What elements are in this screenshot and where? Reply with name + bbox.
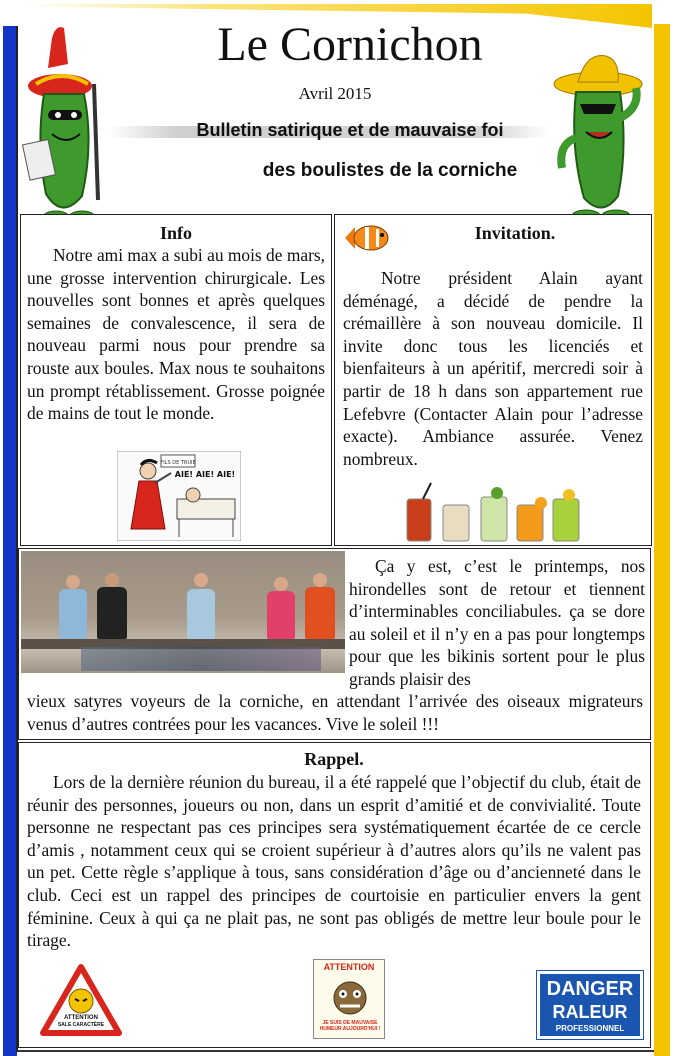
sticker-left-line-1: ATTENTION — [64, 1015, 98, 1021]
cartoon-sign-text: FILS DE TRUIE — [160, 460, 196, 466]
spring-article — [18, 548, 651, 740]
rappel-article — [18, 742, 651, 1048]
bottom-frame-line — [18, 1050, 654, 1052]
invitation-body: Notre président Alain ayant déménagé, a décidé de pendre la crémaillère à son nouveau domicile. Il invite donc tous les licenciés et bienfaiteurs à un apéritif, mercredi soir à partir de 18 h dans son appartement rue Lefebvre (Contacter Alain pour l’adresse exacte). Ambiance assurée. Venez nombreux. — [343, 268, 643, 469]
invitation-article — [334, 214, 652, 546]
cartoon-speech-text: AIE! AIE! AIE! — [174, 470, 236, 479]
pickle-mascot-right-illustration — [550, 48, 650, 234]
sticker-middle-line-2: JE SUIS DE MAUVAISE HUMEUR AUJOURD'HUI ! — [319, 1020, 381, 1032]
spring-body-part-1: Ça y est, c’est le printemps, nos hirondelles sont de retour et tiennent d’interminables conciliabules. ça se dore au soleil et il n’y en a pas pour longtemps pour que les bikinis sortent pour le plus grands plaisir des — [349, 556, 645, 689]
info-article — [20, 214, 332, 546]
newsletter-title: Le Cornichon — [217, 18, 483, 71]
cocktails-illustration — [399, 481, 585, 543]
pickle-mascot-left-illustration — [22, 24, 108, 232]
sale-caractere-sticker — [39, 963, 123, 1037]
spring-body-part-2: vieux satyres voyeurs de la corniche, en attendant l’arrivée des oiseaux migrateurs venus d’autres contrées pour les vacances. Vive le soleil !!! — [27, 691, 643, 734]
grumpy-monster-icon — [328, 974, 372, 1018]
rappel-body: Lors de la dernière réunion du bureau, il a été rappelé que l’objectif du club, était de réunir des personnes, joueurs ou non, dans un esprit d’amitié et de convivialité. Toute personne ne respectant pas ces principes sera systématiquement écartée de ce cercle d’amis , notamment ceux qui se croient supérieur à d’autres alors qu’ils ne valent pas un pet. Cette règle s’applique à tous, sans considération d’âge ou d’ancienneté dans le club. Ceci est un rappel des principes de courtoisie en particulier envers la gent féminine. Ceux à qui ça ne plait pas, ne sont pas obligés de mettre leur boule pour le tirage. — [27, 772, 641, 951]
mauvaise-humeur-sticker — [313, 959, 385, 1039]
subtitle-line-1: Bulletin satirique et de mauvaise foi — [196, 120, 504, 140]
boulistes-bench-photo — [21, 551, 345, 673]
right-yellow-bar — [654, 24, 670, 1056]
sticker-right-line-2: RALEUR — [552, 1002, 628, 1022]
rappel-heading: Rappel. — [304, 749, 364, 769]
sticker-middle-line-1: ATTENTION — [323, 962, 375, 972]
issue-date: Avril 2015 — [298, 84, 372, 103]
sticker-right-line-1: DANGER — [546, 978, 634, 1000]
invitation-heading: Invitation. — [474, 223, 556, 243]
danger-raleur-sticker — [537, 971, 643, 1039]
subtitle-line-2: des boulistes de la corniche — [262, 160, 518, 181]
info-body: Notre ami max a subi au mois de mars, une grosse intervention chirurgicale. Les nouvelles sont bonnes et après quelques semaines de convalescence, il sera de nouveau parmi nous pour prendre sa rouste aux boules. Max nous te souhaitons un prompt rétablissement. Grosse poignée de mains de tout le monde. — [27, 245, 325, 424]
clownfish-icon — [343, 221, 391, 255]
info-heading: Info — [159, 223, 192, 243]
sticker-right-line-3: PROFESSIONNEL — [555, 1024, 625, 1033]
sticker-left-line-2: SALE CARACTÈRE — [57, 1022, 105, 1028]
hospital-cartoon-illustration — [117, 451, 241, 541]
left-blue-bar — [3, 26, 17, 1056]
